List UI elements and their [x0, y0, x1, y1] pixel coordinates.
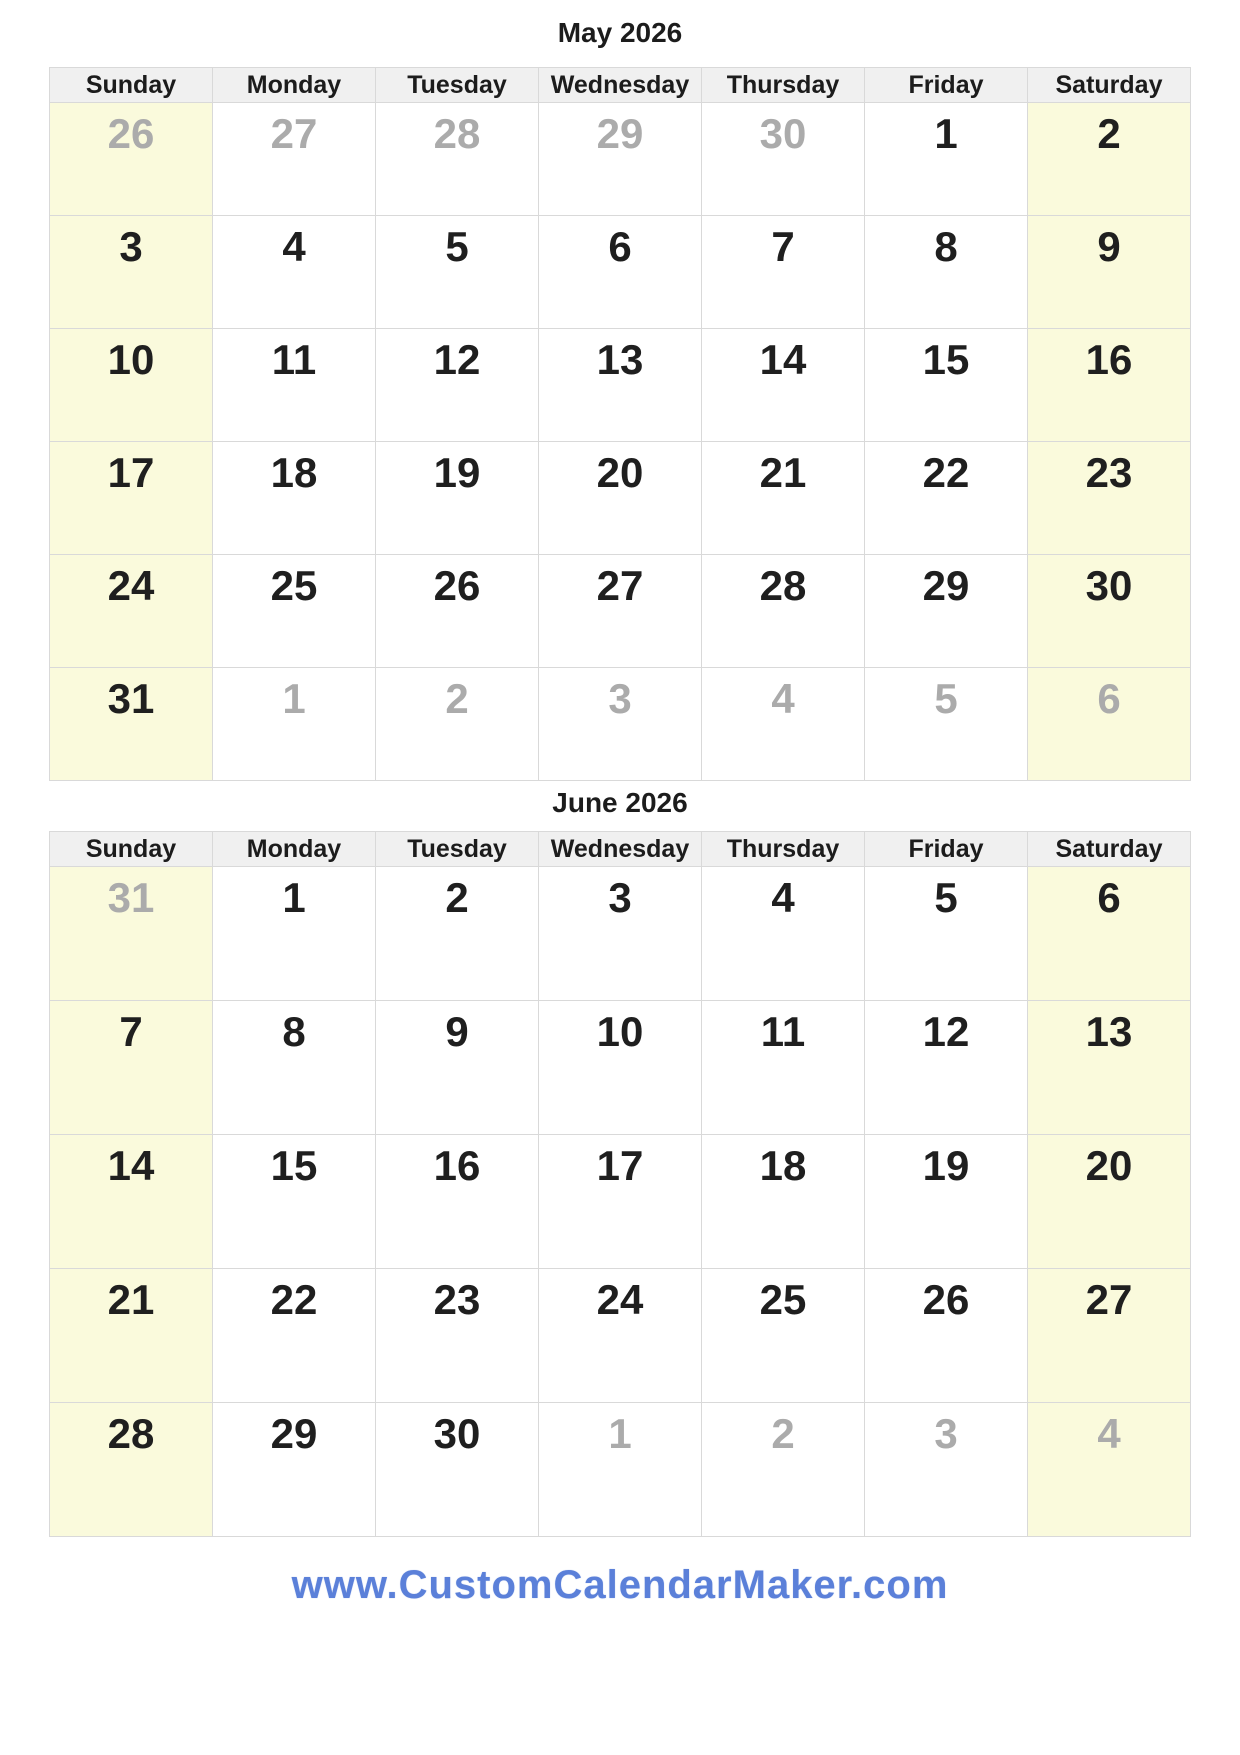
- day-cell-adjacent-month: 3: [539, 668, 702, 781]
- weekday-header-row: [50, 68, 1191, 103]
- weekday-header-tuesday: Tuesday: [376, 68, 539, 103]
- day-cell: 21: [702, 442, 865, 555]
- weekday-header-saturday: Saturday: [1028, 68, 1191, 103]
- may-month-title: May 2026: [557, 17, 683, 48]
- day-cell: 16: [1028, 329, 1191, 442]
- day-cell: 2: [376, 867, 539, 1001]
- day-cell: 15: [865, 329, 1028, 442]
- day-cell: 3: [539, 867, 702, 1001]
- day-cell: 28: [702, 555, 865, 668]
- week-row: [50, 329, 1191, 442]
- week-row: [50, 216, 1191, 329]
- day-cell: 30: [1028, 555, 1191, 668]
- custom-calendar-maker-link[interactable]: www.CustomCalendarMaker.com: [291, 1563, 949, 1607]
- day-cell-adjacent-month: 6: [1028, 668, 1191, 781]
- footer: [0, 1563, 1240, 1608]
- day-cell: 14: [702, 329, 865, 442]
- day-cell: 4: [702, 867, 865, 1001]
- day-cell-adjacent-month: 3: [865, 1403, 1028, 1537]
- day-cell: 18: [702, 1135, 865, 1269]
- week-row: [50, 103, 1191, 216]
- day-cell: 18: [213, 442, 376, 555]
- day-cell: 5: [376, 216, 539, 329]
- day-cell: 6: [1028, 867, 1191, 1001]
- day-cell: 17: [50, 442, 213, 555]
- day-cell-adjacent-month: 1: [539, 1403, 702, 1537]
- day-cell: 1: [213, 867, 376, 1001]
- day-cell: 9: [376, 1001, 539, 1135]
- day-cell: 29: [213, 1403, 376, 1537]
- weekday-header-saturday: Saturday: [1028, 832, 1191, 867]
- day-cell: 8: [213, 1001, 376, 1135]
- day-cell-adjacent-month: 2: [376, 668, 539, 781]
- day-cell-adjacent-month: 29: [539, 103, 702, 216]
- day-cell: 6: [539, 216, 702, 329]
- day-cell-adjacent-month: 30: [702, 103, 865, 216]
- week-row: [50, 1403, 1191, 1537]
- weekday-header-row: [50, 832, 1191, 867]
- day-cell: 20: [1028, 1135, 1191, 1269]
- day-cell-adjacent-month: 1: [213, 668, 376, 781]
- day-cell: 11: [702, 1001, 865, 1135]
- day-cell: 8: [865, 216, 1028, 329]
- day-cell: 24: [539, 1269, 702, 1403]
- day-cell: 27: [539, 555, 702, 668]
- day-cell: 25: [702, 1269, 865, 1403]
- week-row: [50, 867, 1191, 1001]
- may-calendar: [49, 67, 1191, 781]
- day-cell: 2: [1028, 103, 1191, 216]
- day-cell-adjacent-month: 27: [213, 103, 376, 216]
- day-cell: 23: [1028, 442, 1191, 555]
- june-calendar: [49, 831, 1191, 1537]
- day-cell: 11: [213, 329, 376, 442]
- day-cell: 25: [213, 555, 376, 668]
- day-cell: 10: [50, 329, 213, 442]
- weekday-header-monday: Monday: [213, 68, 376, 103]
- weekday-header-friday: Friday: [865, 68, 1028, 103]
- weekday-header-monday: Monday: [213, 832, 376, 867]
- day-cell: 23: [376, 1269, 539, 1403]
- weekday-header-thursday: Thursday: [702, 68, 865, 103]
- june-month-title: June 2026: [552, 787, 688, 818]
- day-cell: 12: [376, 329, 539, 442]
- day-cell: 22: [213, 1269, 376, 1403]
- day-cell: 4: [213, 216, 376, 329]
- weekday-header-sunday: Sunday: [50, 68, 213, 103]
- weekday-header-friday: Friday: [865, 832, 1028, 867]
- day-cell: 30: [376, 1403, 539, 1537]
- day-cell: 29: [865, 555, 1028, 668]
- day-cell: 15: [213, 1135, 376, 1269]
- week-row: [50, 555, 1191, 668]
- day-cell: 17: [539, 1135, 702, 1269]
- day-cell: 13: [539, 329, 702, 442]
- weekday-header-tuesday: Tuesday: [376, 832, 539, 867]
- day-cell: 3: [50, 216, 213, 329]
- day-cell: 7: [50, 1001, 213, 1135]
- day-cell: 16: [376, 1135, 539, 1269]
- day-cell: 10: [539, 1001, 702, 1135]
- day-cell: 7: [702, 216, 865, 329]
- day-cell-adjacent-month: 26: [50, 103, 213, 216]
- weekday-header-wednesday: Wednesday: [539, 68, 702, 103]
- day-cell-adjacent-month: 28: [376, 103, 539, 216]
- weekday-header-thursday: Thursday: [702, 832, 865, 867]
- day-cell: 19: [376, 442, 539, 555]
- day-cell: 19: [865, 1135, 1028, 1269]
- day-cell-adjacent-month: 2: [702, 1403, 865, 1537]
- day-cell: 5: [865, 867, 1028, 1001]
- day-cell: 9: [1028, 216, 1191, 329]
- day-cell: 22: [865, 442, 1028, 555]
- may-calendar-table: [49, 67, 1191, 781]
- day-cell: 12: [865, 1001, 1028, 1135]
- week-row: [50, 1269, 1191, 1403]
- day-cell: 28: [50, 1403, 213, 1537]
- week-row: [50, 1001, 1191, 1135]
- day-cell-adjacent-month: 4: [702, 668, 865, 781]
- weekday-header-sunday: Sunday: [50, 832, 213, 867]
- week-row: [50, 442, 1191, 555]
- week-row: [50, 1135, 1191, 1269]
- day-cell: 20: [539, 442, 702, 555]
- day-cell: 31: [50, 668, 213, 781]
- week-row: [50, 668, 1191, 781]
- day-cell-adjacent-month: 5: [865, 668, 1028, 781]
- june-calendar-table: [49, 831, 1191, 1537]
- day-cell: 27: [1028, 1269, 1191, 1403]
- day-cell: 13: [1028, 1001, 1191, 1135]
- day-cell-adjacent-month: 31: [50, 867, 213, 1001]
- day-cell: 14: [50, 1135, 213, 1269]
- day-cell: 26: [376, 555, 539, 668]
- weekday-header-wednesday: Wednesday: [539, 832, 702, 867]
- day-cell: 24: [50, 555, 213, 668]
- day-cell: 1: [865, 103, 1028, 216]
- day-cell: 21: [50, 1269, 213, 1403]
- day-cell-adjacent-month: 4: [1028, 1403, 1191, 1537]
- day-cell: 26: [865, 1269, 1028, 1403]
